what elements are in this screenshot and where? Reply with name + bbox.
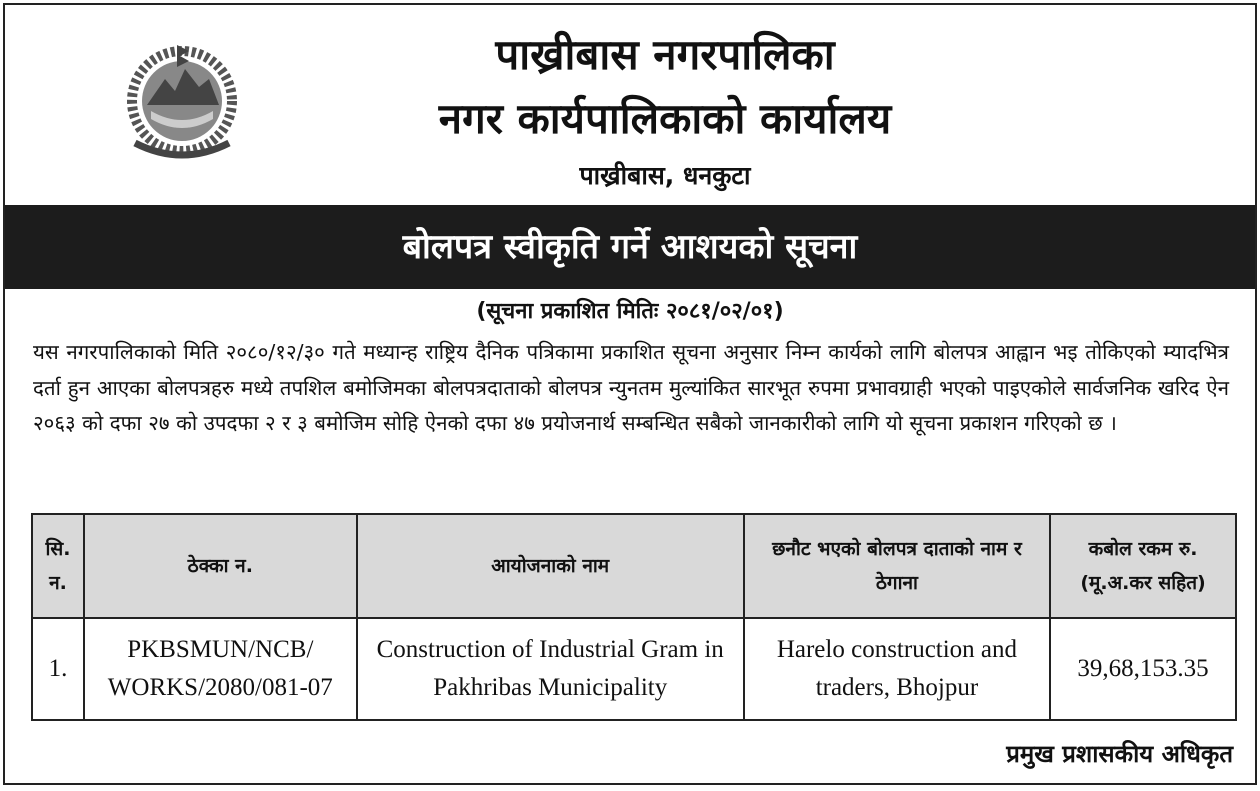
cell-project-name: Construction of Industrial Gram in Pakhribas Municipality (357, 618, 744, 720)
col-header-amount: कबोल रकम रु. (मू.अ.कर सहित) (1050, 514, 1236, 618)
cell-contract-no: PKBSMUN/NCB/ WORKS/2080/081-07 (84, 618, 357, 720)
cell-bidder: Harelo construction and traders, Bhojpur (744, 618, 1050, 720)
table-row (32, 618, 1236, 720)
cell-amount: 39,68,153.35 (1050, 618, 1236, 720)
col-header-bidder: छनौट भएको बोलपत्र दाताको नाम र ठेगाना (744, 514, 1050, 618)
cell-sn: 1. (32, 618, 84, 720)
col-header-project-name: आयोजनाको नाम (357, 514, 744, 618)
col-header-sn: सि. न. (32, 514, 84, 618)
table-header-row (32, 514, 1236, 618)
awarded-bid-table (31, 513, 1237, 721)
col-header-contract-no: ठेक्का न. (84, 514, 357, 618)
org-name: पाख्रीबास नगरपालिका (495, 30, 835, 79)
notice-body: यस नगरपालिकाको मिति २०८०/१२/३० गते मध्यान्ह राष्ट्रिय दैनिक पत्रिकामा प्रकाशित सूचना अनुसार निम्न कार्यको लागि बोलपत्र आह्वान भइ तोकिएको म्यादभित्र दर्ता हुन आएका बोलपत्रहरु मध्ये तपशिल बमोजिमका बोलपत्रदाताको बोलपत्र न्युनतम मुल्यांकित सारभूत रुपमा प्रभावग्राही भएको पाइएकोले सार्वजनिक खरिद ऐन २०६३ को दफा २७ को उपदफा २ र ३ बमोजिम सोहि ऐनको दफा ४७ प्रयोजनार्थ सम्बन्धित सबैको जानकारीको लागि यो सूचना प्रकाशन गरिएको छ । (33, 340, 1229, 435)
office-name: नगर कार्यपालिकाको कार्यालय (438, 94, 892, 143)
signatory-title: प्रमुख प्रशासकीय अधिकृत (1006, 740, 1233, 768)
published-date: (सूचना प्रकाशित मितिः २०८१/०२/०१) (476, 299, 784, 324)
notice-title: बोलपत्र स्वीकृति गर्ने आशयको सूचना (5, 205, 1255, 289)
notice-page (3, 3, 1257, 785)
office-location: पाख्रीबास, धनकुटा (579, 161, 751, 190)
letterhead (5, 5, 1255, 201)
